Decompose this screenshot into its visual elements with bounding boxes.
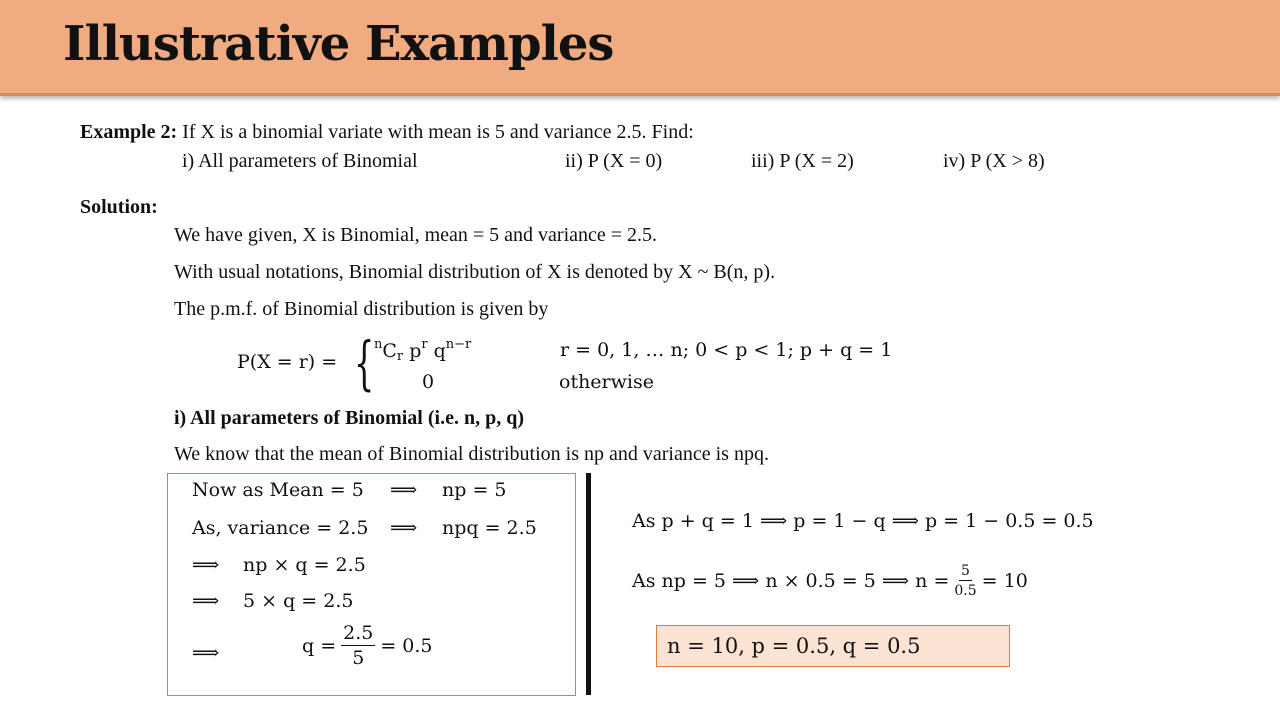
derivation-fraction (341, 624, 375, 668)
right-line-2-result: = 10 (981, 570, 1028, 592)
derivation-line-1-implies: ⟹ (390, 479, 418, 501)
derivation-line-5-implies: ⟹ (192, 642, 220, 664)
derivation-line-2c: npq = 2.5 (442, 517, 537, 539)
derivation-line-4-implies: ⟹ (192, 590, 220, 612)
pmf-q: q (433, 340, 446, 362)
pmf-q-exp: n−r (445, 337, 472, 352)
right-line-2-text: As np = 5 ⟹ n × 0.5 = 5 ⟹ n = (632, 570, 950, 592)
solution-line-1: We have given, X is Binomial, mean = 5 and variance = 2.5. (174, 224, 658, 246)
part1-line: We know that the mean of Binomial distribution is np and variance is npq. (174, 443, 769, 465)
pmf-case-2-condition: otherwise (559, 371, 654, 393)
derivation-line-2-implies: ⟹ (390, 517, 418, 539)
derivation-line-3b: np × q = 2.5 (243, 554, 366, 576)
pmf-r-sub: r (396, 349, 404, 364)
pmf-p-exp: r (421, 337, 428, 352)
vertical-divider (586, 473, 591, 695)
example-statement (80, 121, 694, 144)
solution-label: Solution: (80, 196, 158, 218)
derivation-line-4b: 5 × q = 2.5 (243, 590, 354, 612)
derivation-line-2a: As, variance = 2.5 (192, 517, 369, 539)
pmf-lhs: P(X = r) = (237, 351, 338, 373)
result-text: n = 10, p = 0.5, q = 0.5 (667, 634, 921, 658)
fraction-numerator: 2.5 (343, 622, 374, 644)
right-line-2 (632, 564, 1028, 598)
part1-heading: i) All parameters of Binomial (i.e. n, p, q) (174, 407, 524, 429)
pmf-n-sup: n (374, 337, 383, 352)
right-fraction-denominator: 0.5 (954, 583, 977, 599)
pmf-p: p (409, 340, 422, 362)
pmf-c: C (382, 340, 397, 362)
derivation-line-1c: np = 5 (442, 479, 507, 501)
pmf-case-2-value: 0 (422, 371, 435, 393)
example-text: If X is a binomial variate with mean is 5 and variance 2.5. Find: (182, 121, 694, 143)
slide-title: Illustrative Examples (63, 16, 614, 72)
example-part-2: ii) P (X = 0) (565, 150, 663, 172)
pmf-case-1 (374, 337, 471, 364)
pmf-brace: { (354, 329, 375, 397)
title-bar (0, 0, 1280, 96)
solution-line-3: The p.m.f. of Binomial distribution is given by (174, 298, 549, 320)
example-part-3: iii) P (X = 2) (751, 150, 854, 172)
right-fraction-numerator: 5 (961, 563, 970, 579)
example-label: Example 2: (80, 121, 178, 143)
derivation-line-3-implies: ⟹ (192, 554, 220, 576)
example-part-4: iv) P (X > 8) (943, 150, 1045, 172)
solution-line-2: With usual notations, Binomial distribution of X is denoted by X ~ B(n, p). (174, 261, 776, 283)
derivation-line-5 (302, 624, 433, 668)
fraction-denominator: 5 (352, 647, 365, 669)
example-part-1: i) All parameters of Binomial (182, 150, 418, 172)
derivation-line-1a: Now as Mean = 5 (192, 479, 364, 501)
derivation-q-result: = 0.5 (380, 635, 433, 657)
right-line-1: As p + q = 1 ⟹ p = 1 − q ⟹ p = 1 − 0.5 = 0.5 (632, 510, 1094, 532)
right-fraction (954, 564, 976, 598)
pmf-case-1-condition: r = 0, 1, … n; 0 < p < 1; p + q = 1 (560, 339, 893, 361)
derivation-q-eq: q = (302, 635, 337, 657)
